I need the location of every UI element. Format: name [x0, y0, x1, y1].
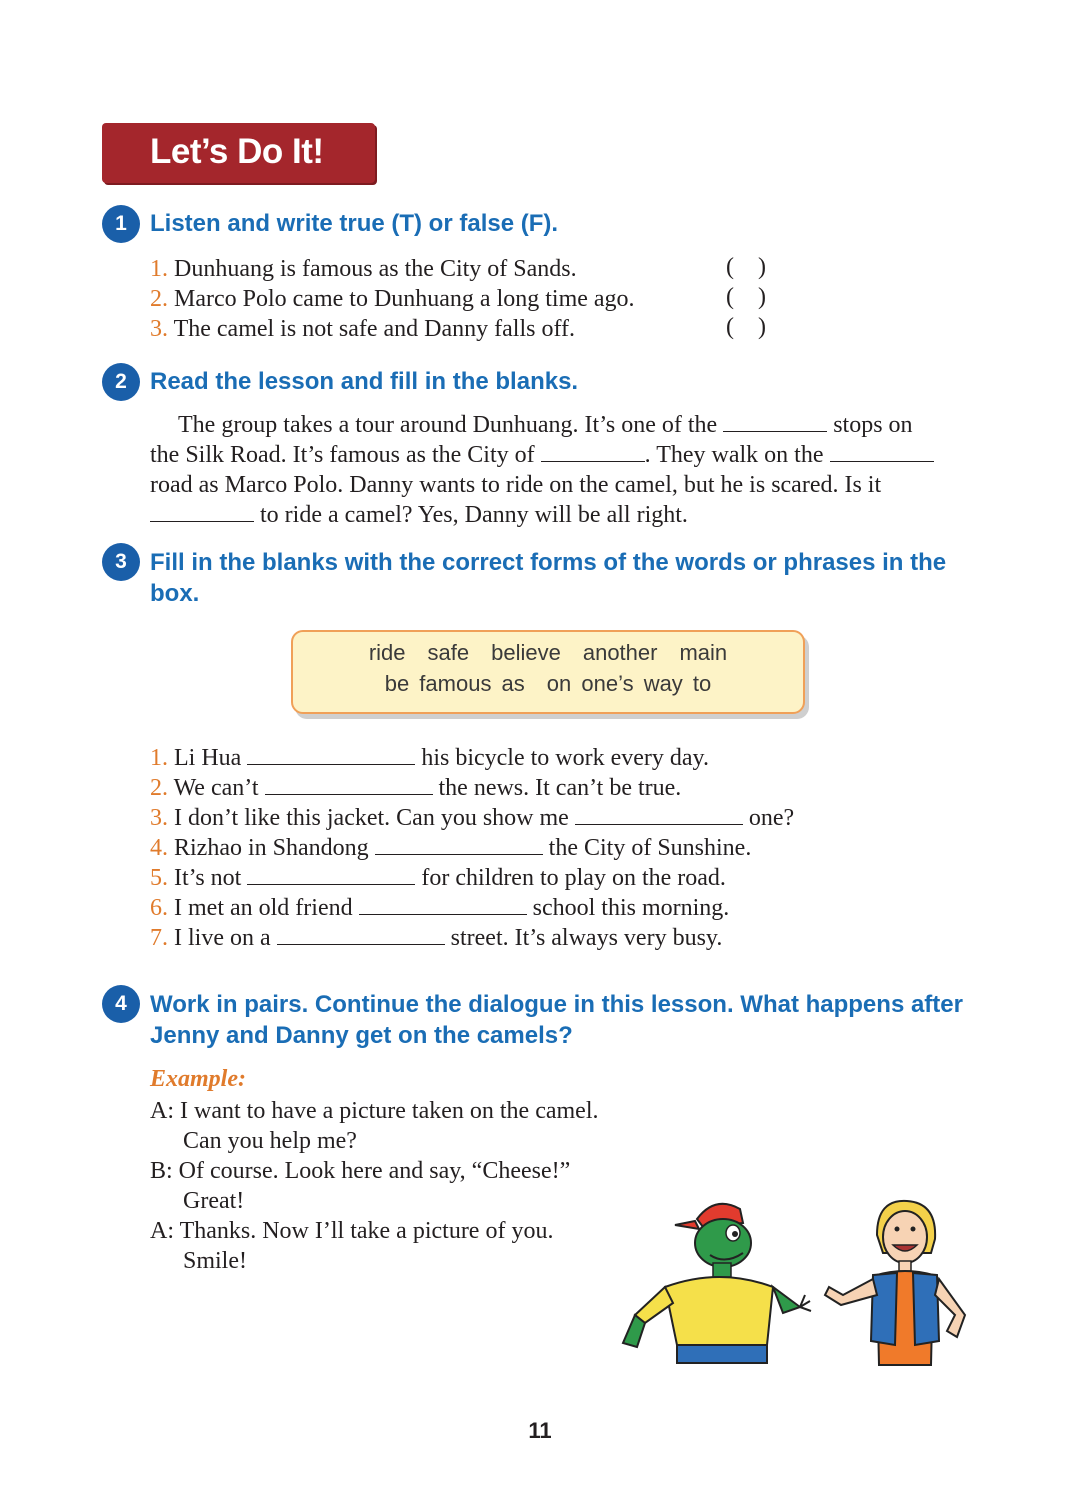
blank[interactable]: [575, 804, 743, 825]
word-option: another: [582, 640, 658, 665]
blank[interactable]: [723, 411, 827, 432]
page-number: 11: [528, 1418, 552, 1443]
characters-illustration: [615, 1195, 985, 1380]
fill-item: 1. Li Hua his bicycle to work every day.: [150, 745, 709, 771]
blank[interactable]: [830, 441, 934, 462]
passage-line-3: road as Marco Polo. Danny wants to ride on the camel, but he is scared. Is it: [150, 472, 882, 498]
passage-line-4: to ride a camel? Yes, Danny will be all right.: [150, 500, 688, 530]
dialogue-line: B: Of course. Look here and say, “Cheese!”: [150, 1158, 571, 1184]
passage-line-1: The group takes a tour around Dunhuang. It’s one of the stops on: [178, 412, 913, 438]
blank[interactable]: [247, 744, 415, 765]
word-box-row-1: [293, 640, 803, 666]
blank[interactable]: [359, 894, 527, 915]
section-2-number: 2: [102, 363, 140, 401]
example-label: Example:: [150, 1066, 246, 1092]
tf-item: 3. The camel is not safe and Danny falls off.: [150, 316, 576, 342]
tf-item: 1. Dunhuang is famous as the City of Sands.: [150, 256, 577, 282]
blank[interactable]: [150, 501, 254, 522]
tf-item: 2. Marco Polo came to Dunhuang a long time ago.: [150, 286, 635, 312]
word-option: main: [679, 640, 728, 665]
blank[interactable]: [277, 924, 445, 945]
section-1-number: 1: [102, 205, 140, 243]
lets-do-it-banner: [102, 123, 375, 183]
word-option: be famous as: [384, 671, 525, 696]
blank[interactable]: [265, 774, 433, 795]
fill-item: 5. It’s not for children to play on the road.: [150, 865, 726, 891]
word-option: ride: [368, 640, 406, 665]
section-3-number: 3: [102, 543, 140, 581]
word-option: on one’s way to: [546, 671, 712, 696]
fill-item: 6. I met an old friend school this morning.: [150, 895, 730, 921]
dialogue-line: Great!: [183, 1188, 245, 1214]
word-box-row-2: [293, 671, 803, 697]
word-option: believe: [491, 640, 561, 665]
dialogue-line: Can you help me?: [183, 1128, 357, 1154]
dialogue-line: A: Thanks. Now I’ll take a picture of you.: [150, 1218, 554, 1244]
dialogue-line: A: I want to have a picture taken on the camel.: [150, 1098, 599, 1124]
answer-parentheses[interactable]: ( ): [726, 314, 766, 340]
section-2-title: Read the lesson and fill in the blanks.: [150, 368, 579, 395]
dialogue-line: Smile!: [183, 1248, 247, 1274]
section-1-title: Listen and write true (T) or false (F).: [150, 210, 559, 237]
blank[interactable]: [541, 441, 645, 462]
section-4-number: 4: [102, 985, 140, 1023]
answer-parentheses[interactable]: ( ): [726, 254, 766, 280]
passage-line-2: the Silk Road. It’s famous as the City of . They walk on the: [150, 440, 934, 470]
fill-item: 3. I don’t like this jacket. Can you show me one?: [150, 805, 795, 831]
fill-item: 7. I live on a street. It’s always very busy.: [150, 925, 723, 951]
answer-parentheses[interactable]: ( ): [726, 284, 766, 310]
jenny-figure: [825, 1201, 965, 1365]
word-box: [291, 630, 805, 714]
blank[interactable]: [375, 834, 543, 855]
section-4-title: Work in pairs. Continue the dialogue in this lesson. What happens after Jenny and Danny get on the camels?: [150, 991, 963, 1049]
fill-item: 2. We can’t the news. It can’t be true.: [150, 775, 682, 801]
section-3-title: Fill in the blanks with the correct forms of the words or phrases in the box.: [150, 549, 947, 607]
blank[interactable]: [247, 864, 415, 885]
word-option: safe: [427, 640, 470, 665]
danny-dinosaur-figure: [623, 1204, 811, 1363]
banner-title: Let’s Do It!: [150, 132, 324, 171]
fill-item: 4. Rizhao in Shandong the City of Sunshine.: [150, 835, 752, 861]
